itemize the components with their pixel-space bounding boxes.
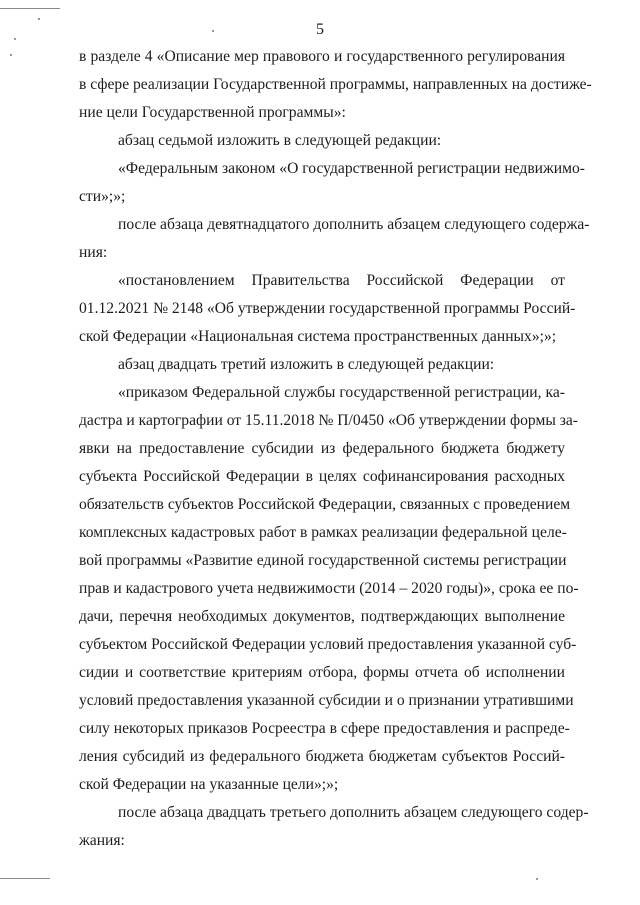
text-line: обязательств субъектов Российской Федерации, связанных с проведением <box>79 496 571 513</box>
text-line: субъектом Российской Федерации условий предоставления указанной суб- <box>79 636 577 653</box>
text-line: условий предоставления указанной субсидии и о признании утратившими <box>79 692 574 709</box>
text-line: после абзаца девятнадцатого дополнить абзацем следующего содержа- <box>118 216 590 233</box>
text-line: прав и кадастрового учета недвижимости (2014 – 2020 годы)», срока ее по- <box>79 580 579 597</box>
text-line: «приказом Федеральной службы государственной регистрации, ка- <box>118 384 565 401</box>
text-line: абзац седьмой изложить в следующей редакции: <box>118 132 442 149</box>
scan-dot <box>212 30 214 32</box>
text-line: силу некоторых приказов Росреестра в сфере предоставления и распреде- <box>79 720 570 737</box>
text-line: сидии и соответствие критериям отбора, формы отчета об исполнении <box>79 664 565 681</box>
page-number: 5 <box>316 21 324 38</box>
scan-dot <box>14 38 16 40</box>
text-line: «постановлением Правительства Российской Федерации от <box>118 272 565 289</box>
scan-mark <box>0 8 60 9</box>
text-line: дачи, перечня необходимых документов, подтверждающих выполнение <box>79 608 565 625</box>
text-line: ской Федерации «Национальная система пространственных данных»;»; <box>79 328 557 345</box>
text-line: в сфере реализации Государственной программы, направленных на достиже- <box>79 76 592 93</box>
text-line: после абзаца двадцать третьего дополнить абзацем следующего содер- <box>118 804 589 821</box>
text-line: комплексных кадастровых работ в рамках реализации федеральной целе- <box>79 524 567 541</box>
text-line: субъекта Российской Федерации в целях софинансирования расходных <box>79 468 565 485</box>
text-line: дастра и картографии от 15.11.2018 № П/0450 «Об утверждении формы за- <box>79 412 578 429</box>
text-line: жания: <box>79 832 125 849</box>
text-line: абзац двадцать третий изложить в следующей редакции: <box>118 356 495 373</box>
text-line: сти»;»; <box>79 188 126 205</box>
scan-dot <box>10 54 12 56</box>
text-line: ления субсидий из федерального бюджета бюджетам субъектов Россий- <box>79 748 565 765</box>
scan-mark <box>0 878 50 879</box>
scan-dot <box>536 878 538 880</box>
scan-dot <box>38 18 40 20</box>
text-line: 01.12.2021 № 2148 «Об утверждении государственной программы Россий- <box>79 300 576 317</box>
text-line: в разделе 4 «Описание мер правового и государственного регулирования <box>79 48 565 65</box>
text-line: ской Федерации на указанные цели»;»; <box>79 776 339 793</box>
text-line: вой программы «Развитие единой государственной системы регистрации <box>79 552 567 569</box>
text-line: ния: <box>79 244 108 261</box>
text-line: явки на предоставление субсидии из федерального бюджета бюджету <box>79 440 565 457</box>
text-line: ние цели Государственной программы»: <box>79 104 346 121</box>
text-line: «Федеральным законом «О государственной регистрации недвижимо- <box>118 160 586 177</box>
